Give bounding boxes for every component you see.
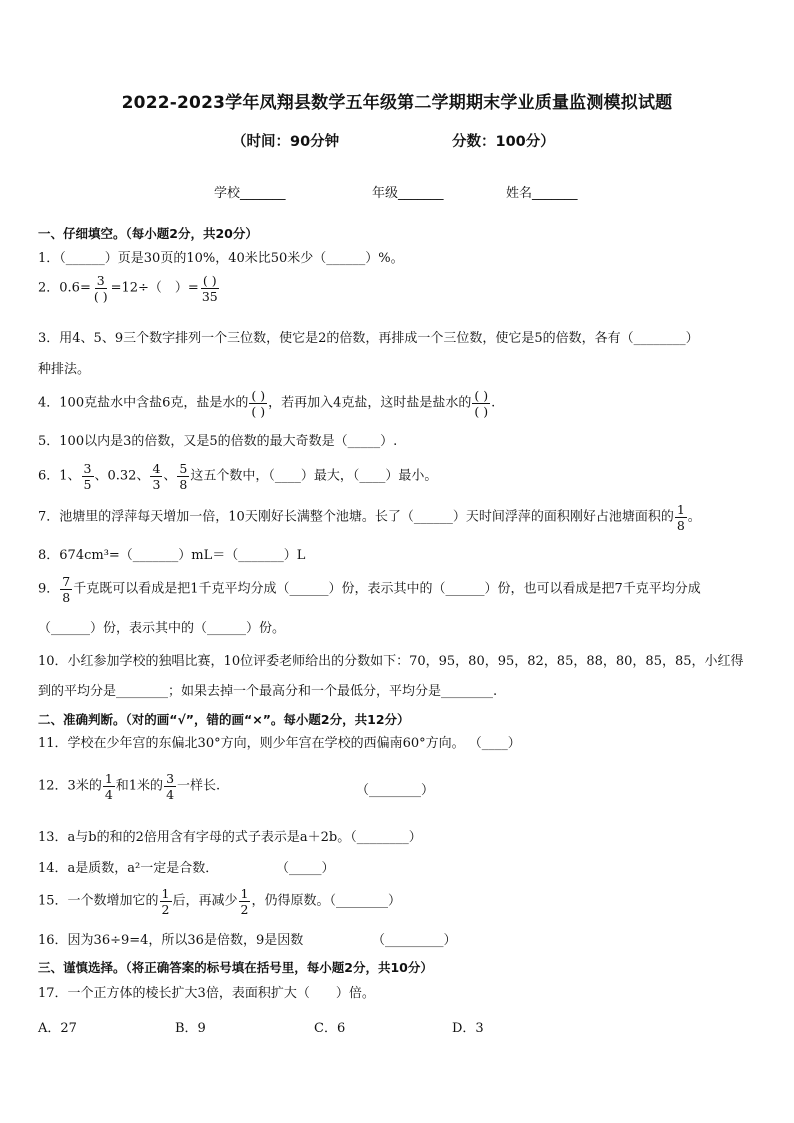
q4-text-b: ，若再加入4克盐，这时盐是盐水的 bbox=[268, 395, 472, 411]
q7-text-a: 7．池塘里的浮萍每天增加一倍，10天刚好长满整个池塘。长了（______）天时间浮萍的面积刚好占池塘面积的 bbox=[38, 509, 674, 525]
q12-text-a: 12．3米的 bbox=[38, 778, 102, 794]
q12-text-c: 一样长. bbox=[177, 778, 221, 794]
q6-fraction-1: $\frac{3}{5}$ bbox=[83, 461, 92, 492]
q15-fraction-2: $\frac{1}{2}$ bbox=[240, 886, 249, 917]
q2-fraction-1: $\frac{3}{( )}$ bbox=[93, 273, 108, 304]
question-16: 16．因为36÷9=4，所以36是倍数，9是因数 bbox=[38, 933, 304, 948]
q12-fraction-1: $\frac{1}{4}$ bbox=[104, 771, 113, 802]
option-d: D．3 bbox=[452, 1021, 484, 1036]
q6-fraction-2: $\frac{4}{3}$ bbox=[152, 461, 161, 492]
q6-text-b: 、0.32、 bbox=[94, 468, 150, 484]
q9-text: 千克既可以看成是把1千克平均分成（______）份，表示其中的（______）份，也可以看成是把7千克平均分成 bbox=[73, 581, 701, 597]
question-9-line-2: （______）份，表示其中的（______）份。 bbox=[38, 621, 286, 636]
section-fill-in: 一、仔细填空。（每小题2分，共20分） bbox=[38, 226, 258, 241]
question-8: 8．674cm³=（_______）mL＝（_______）L bbox=[38, 548, 306, 563]
q15-text-b: 后，再减少 bbox=[172, 893, 238, 909]
q2-text-b: =12÷（ ）= bbox=[110, 280, 199, 296]
q15-text-c: ，仍得原数。（________） bbox=[251, 893, 401, 909]
q6-text-c: 、 bbox=[163, 468, 177, 484]
question-10-line-2: 到的平均分是________；如果去掉一个最高分和一个最低分，平均分是________. bbox=[38, 684, 498, 699]
q4-fraction-2: $\frac{( )}{( )}$ bbox=[474, 388, 489, 419]
q14-answer-blank: （_____） bbox=[276, 861, 335, 876]
grade-field: 年级_______ bbox=[372, 186, 444, 201]
exam-time: （时间：90分钟 bbox=[232, 134, 340, 150]
q12-text-b: 和1米的 bbox=[115, 778, 164, 794]
question-2 bbox=[38, 273, 221, 304]
q16-answer-blank: （_________） bbox=[372, 933, 457, 948]
question-7 bbox=[38, 502, 701, 533]
q12-fraction-2: $\frac{3}{4}$ bbox=[166, 771, 175, 802]
q15-fraction-1: $\frac{1}{2}$ bbox=[161, 886, 170, 917]
option-a: A．27 bbox=[38, 1021, 77, 1036]
question-3-line-2: 种排法。 bbox=[38, 362, 91, 377]
question-1: 1．（______）页是30页的10%，40米比50米少（______）%。 bbox=[38, 251, 404, 266]
question-9-line-1 bbox=[38, 574, 701, 605]
question-6 bbox=[38, 461, 437, 492]
q7-text-b: 。 bbox=[687, 509, 701, 525]
q4-fraction-1: $\frac{( )}{( )}$ bbox=[251, 388, 266, 419]
exam-title: 2022-2023学年凤翔县数学五年级第二学期期末学业质量监测模拟试题 bbox=[121, 93, 673, 113]
question-11: 11．学校在少年宫的东偏北30°方向，则少年宫在学校的西偏南60°方向。 （____） bbox=[38, 736, 521, 751]
question-5: 5．100以内是3的倍数，又是5的倍数的最大奇数是（_____）. bbox=[38, 434, 398, 449]
q9-number: 9． bbox=[38, 581, 60, 597]
section-multiple-choice: 三、谨慎选择。（将正确答案的标号填在括号里，每小题2分，共10分） bbox=[38, 960, 433, 975]
question-3-line-1: 3．用4、5、9三个数字排列一个三位数，使它是2的倍数，再排成一个三位数，使它是5的倍数，各有（________） bbox=[38, 331, 699, 346]
name-field: 姓名_______ bbox=[506, 186, 578, 201]
question-14: 14．a是质数，a²一定是合数． bbox=[38, 861, 219, 876]
q12-answer-blank: （________） bbox=[356, 783, 435, 798]
question-4 bbox=[38, 388, 495, 419]
question-12 bbox=[38, 771, 220, 802]
section-true-false: 二、准确判断。（对的画“√”，错的画“×”。每小题2分，共12分） bbox=[38, 712, 410, 727]
question-10-line-1: 10．小红参加学校的独唱比赛，10位评委老师给出的分数如下：70，95，80，95，82，85，88，80，85，85，小红得 bbox=[38, 654, 744, 669]
option-c: C．6 bbox=[314, 1021, 346, 1036]
q6-fraction-3: $\frac{5}{8}$ bbox=[179, 461, 188, 492]
q6-text-d: 这五个数中，（____）最大，（____）最小。 bbox=[190, 468, 438, 484]
question-13: 13．a与b的和的2倍用含有字母的式子表示是a＋2b。（________） bbox=[38, 830, 422, 845]
q2-text-a: 2．0.6= bbox=[38, 280, 91, 296]
option-b: B．9 bbox=[175, 1021, 206, 1036]
exam-score: 分数：100分） bbox=[452, 134, 555, 150]
question-15 bbox=[38, 886, 401, 917]
q2-fraction-2: $\frac{( )}{35}$ bbox=[201, 273, 218, 304]
q6-text-a: 6．1、 bbox=[38, 468, 81, 484]
q7-fraction: $\frac{1}{8}$ bbox=[676, 502, 685, 533]
school-field: 学校_______ bbox=[214, 186, 286, 201]
q4-text-c: . bbox=[491, 395, 496, 411]
question-17: 17．一个正方体的棱长扩大3倍，表面积扩大（ ）倍。 bbox=[38, 986, 375, 1001]
q4-text-a: 4．100克盐水中含盐6克，盐是水的 bbox=[38, 395, 249, 411]
q15-text-a: 15．一个数增加它的 bbox=[38, 893, 159, 909]
q9-fraction: $\frac{7}{8}$ bbox=[62, 574, 71, 605]
